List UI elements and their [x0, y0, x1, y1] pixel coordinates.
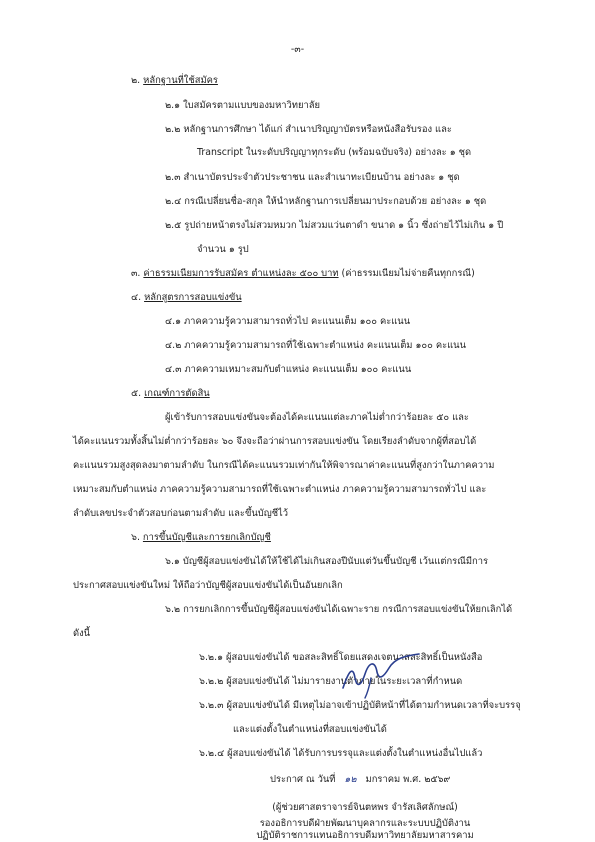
section-5-para-line-1: ผู้เข้ารับการสอบแข่งขันจะต้องได้คะแนนแต่ละภาคไม่ต่ำกว่าร้อยละ ๕๐ และ [165, 412, 469, 423]
item-2-4: ๒.๔ กรณีเปลี่ยนชื่อ-สกุล ให้นำหลักฐานการเปลี่ยนมาประกอบด้วย อย่างละ ๑ ชุด [165, 196, 487, 207]
section-2-title: หลักฐานที่ใช้สมัคร [143, 75, 218, 86]
section-4-title: หลักสูตรการสอบแข่งขัน [144, 292, 242, 303]
section-5-para-line-5: ลำดับเลขประจำตัวสอบก่อนตามลำดับ และขึ้นบัญชีไว้ [73, 508, 289, 519]
section-2-heading [131, 75, 218, 87]
section-5-para-line-3: คะแนนรวมสูงสุดลงมาตามลำดับ ในกรณีได้คะแนนรวมเท่ากันให้พิจารณาค่าคะแนนที่สูงกว่าในภาคความ [73, 460, 495, 471]
section-6-heading [131, 532, 271, 544]
signer-name: (ผู้ช่วยศาสตราจารย์จินตหพร จำรัสเลิศลักษณ์) [272, 802, 458, 813]
section-3-note: (ค่าธรรมเนียมไม่จ่ายคืนทุกกรณี) [341, 268, 475, 279]
item-4-3: ๔.๓ ภาคความเหมาะสมกับตำแหน่ง คะแนนเต็ม ๑๐๐ คะแนน [165, 364, 412, 375]
item-6-2-cont: ดังนี้ [73, 628, 91, 639]
page-number: -๓- [290, 44, 305, 55]
item-2-5: ๒.๕ รูปถ่ายหน้าตรงไม่สวมหมวก ไม่สวมแว่นตาดำ ขนาด ๑ นิ้ว ซึ่งถ่ายไว้ไม่เกิน ๑ ปี [165, 220, 504, 231]
section-5-title: เกณฑ์การตัดสิน [144, 388, 210, 399]
section-5-para-line-4: เหมาะสมกับตำแหน่ง ภาคความรู้ความสามารถที่ใช้เฉพาะตำแหน่ง ภาคความรู้ความสามารถทั่วไป และ [73, 484, 487, 495]
announcement-day: ๑๒ [344, 774, 357, 785]
handwritten-signature [335, 648, 425, 700]
section-4-heading [131, 292, 242, 304]
section-5-number: ๕. [131, 388, 142, 399]
signer-title-2: ปฏิบัติราชการแทนอธิการบดีมหาวิทยาลัยมหาสารคาม [256, 830, 474, 841]
section-2-number: ๒. [131, 75, 141, 86]
item-2-2: ๒.๒ หลักฐานการศึกษา ได้แก่ สำเนาปริญญาบัตรหรือหนังสือรับรอง และ [165, 124, 452, 135]
section-4-number: ๔. [131, 292, 142, 303]
item-2-2-cont: Transcript ในระดับปริญญาทุกระดับ (พร้อมฉบับจริง) อย่างละ ๑ ชุด [197, 147, 472, 158]
section-6-number: ๖. [131, 532, 140, 543]
item-6-1: ๖.๑ บัญชีผู้สอบแข่งขันได้ให้ใช้ได้ไม่เกินสองปีนับแต่วันขึ้นบัญชี เว้นแต่กรณีมีการ [165, 556, 489, 567]
item-6-1-cont: ประกาศสอบแข่งขันใหม่ ให้ถือว่าบัญชีผู้สอบแข่งขันได้เป็นอันยกเลิก [73, 580, 343, 591]
item-6-2-3-cont: และแต่งตั้งในตำแหน่งที่สอบแข่งขันได้ [233, 724, 387, 735]
item-4-2: ๔.๒ ภาคความรู้ความสามารถที่ใช้เฉพาะตำแหน่ง คะแนนเต็ม ๑๐๐ คะแนน [165, 340, 466, 351]
signer-title-1: รองอธิการบดีฝ่ายพัฒนาบุคลากรและระบบปฏิบัติงาน [259, 818, 471, 829]
item-6-2-2: ๖.๒.๒ ผู้สอบแข่งขันได้ ไม่มารายงานตัวภายในระยะเวลาที่กำหนด [199, 676, 463, 687]
announcement-date [270, 774, 450, 786]
item-2-3: ๒.๓ สำเนาบัตรประจำตัวประชาชน และสำเนาทะเบียนบ้าน อย่างละ ๑ ชุด [165, 172, 460, 183]
item-2-5-cont: จำนวน ๑ รูป [197, 244, 249, 255]
announcement-prefix: ประกาศ ณ วันที่ [270, 774, 336, 785]
item-6-2-1: ๖.๒.๑ ผู้สอบแข่งขันได้ ขอสละสิทธิ์โดยแสดงเจตนาสละสิทธิ์เป็นหนังสือ [199, 652, 483, 663]
announcement-month-year: มกราคม พ.ศ. ๒๕๖๙ [365, 774, 451, 785]
item-4-1: ๔.๑ ภาคความรู้ความสามารถทั่วไป คะแนนเต็ม ๑๐๐ คะแนน [165, 316, 411, 327]
item-6-2-3: ๖.๒.๓ ผู้สอบแข่งขันได้ มีเหตุไม่อาจเข้าปฏิบัติหน้าที่ได้ตามกำหนดเวลาที่จะบรรจุ [199, 700, 521, 711]
item-6-2-4: ๖.๒.๔ ผู้สอบแข่งขันได้ ได้รับการบรรจุและแต่งตั้งในตำแหน่งอื่นไปแล้ว [199, 748, 483, 759]
section-6-title: การขึ้นบัญชีและการยกเลิกบัญชี [142, 532, 271, 543]
section-3-heading [131, 268, 475, 280]
item-2-1: ๒.๑ ใบสมัครตามแบบของมหาวิทยาลัย [165, 100, 320, 111]
section-3-title: ค่าธรรมเนียมการรับสมัคร ตำแหน่งละ ๕๐๐ บาท [143, 268, 339, 279]
item-6-2: ๖.๒ การยกเลิกการขึ้นบัญชีผู้สอบแข่งขันได้เฉพาะราย กรณีการสอบแข่งขันให้ยกเลิกได้ [165, 604, 513, 615]
section-3-number: ๓. [131, 268, 141, 279]
section-5-heading [131, 388, 210, 400]
section-5-para-line-2: ได้คะแนนรวมทั้งสิ้นไม่ต่ำกว่าร้อยละ ๖๐ จึงจะถือว่าผ่านการสอบแข่งขัน โดยเรียงลำดับจากผู้ที่สอบได้ [73, 436, 477, 447]
